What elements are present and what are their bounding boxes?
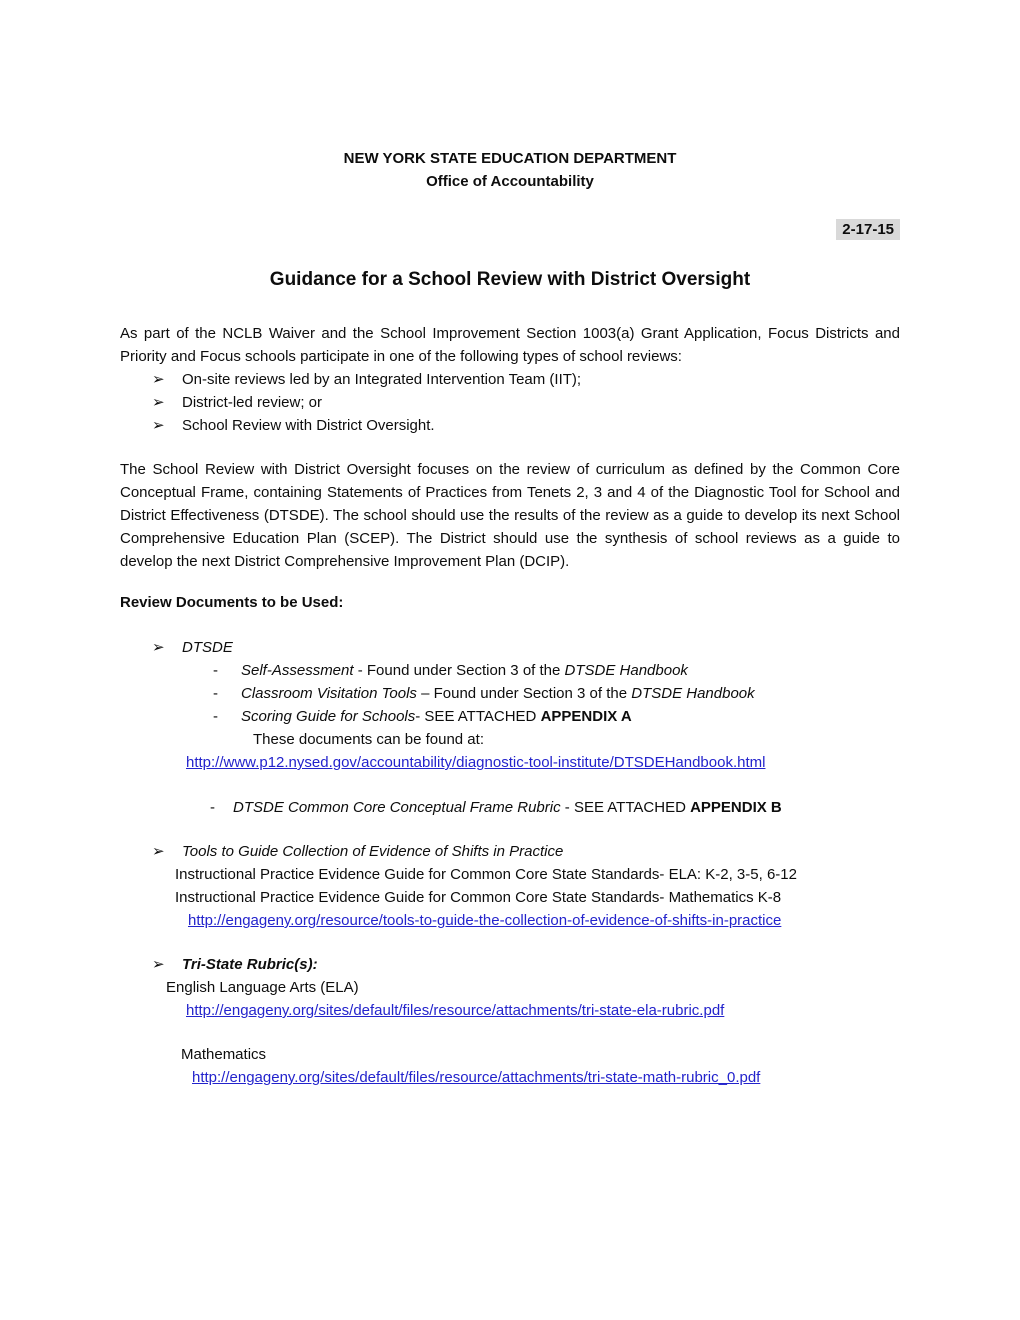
arrow-bullet-icon: ➢: [152, 956, 165, 973]
arrow-bullet-icon: ➢: [152, 417, 165, 434]
arrow-bullet-icon: ➢: [152, 639, 165, 656]
dtsde-subitem-scoring-guide: [120, 705, 900, 728]
overview-paragraph: The School Review with District Oversight focuses on the review of curriculum as defined by the Common Core Conceptual Frame, containing Statements of Practices from Tenets 2, 3 and 4 of the Diagnostic Tool for School and District Effectiveness (DTSDE). The school should use the results of the review as a guide to develop its next School Comprehensive Education Plan (SCEP). The District should use the synthesis of school reviews as a guide to develop the next District Comprehensive Improvement Plan (DCIP).: [120, 461, 900, 570]
arrow-bullet-icon: ➢: [152, 843, 165, 860]
tristate-bullet: [120, 953, 900, 976]
review-type-label: School Review with District Oversight.: [182, 417, 435, 434]
dash-bullet-icon: -: [213, 685, 218, 702]
dtsde-label: DTSDE: [182, 639, 233, 656]
office-name: Office of Accountability: [426, 173, 594, 190]
dash-bullet-icon: -: [213, 662, 218, 679]
appendix-b-ref: APPENDIX B: [690, 799, 782, 816]
arrow-bullet-icon: ➢: [152, 394, 165, 411]
doc-text: - SEE ATTACHED: [415, 708, 541, 725]
page-title: Guidance for a School Review with District Oversight: [269, 269, 751, 290]
doc-text: - Found under Section 3 of the: [353, 662, 565, 679]
doc-name: Scoring Guide for Schools: [241, 708, 416, 725]
dtsde-subitem-conceptual-frame-rubric: [120, 796, 900, 819]
review-type-item-district-led: [120, 391, 900, 414]
dash-bullet-icon: -: [210, 799, 215, 816]
date-row: [120, 218, 900, 241]
review-type-item-iit: [120, 368, 900, 391]
review-types-list: [120, 368, 900, 437]
dtsde-bullet: [120, 636, 900, 659]
arrow-bullet-icon: ➢: [152, 371, 165, 388]
doc-name: Self-Assessment: [241, 662, 354, 679]
tools-link[interactable]: http://engageny.org/resource/tools-to-guide-the-collection-of-evidence-of-shifts-in-practice: [188, 912, 782, 929]
tools-guide-math-line: Instructional Practice Evidence Guide for Common Core State Standards- Mathematics K-8: [175, 889, 782, 906]
doc-name: Classroom Visitation Tools: [241, 685, 417, 702]
tools-bullet: [120, 840, 900, 863]
ela-label: English Language Arts (ELA): [166, 979, 359, 996]
intro-paragraph: As part of the NCLB Waiver and the School Improvement Section 1003(a) Grant Application, Focus Districts and Priority and Focus schools participate in one of the following types of school reviews:: [120, 325, 900, 365]
math-label: Mathematics: [181, 1046, 267, 1063]
tri-state-ela-rubric-link[interactable]: http://engageny.org/sites/default/files/resource/attachments/tri-state-ela-rubric.pdf: [186, 1002, 725, 1019]
tri-state-math-rubric-link[interactable]: http://engageny.org/sites/default/files/resource/attachments/tri-state-math-rubric_0.pdf: [192, 1069, 761, 1086]
document-date: 2-17-15: [836, 219, 900, 240]
tools-link-row: [188, 909, 900, 932]
doc-name: DTSDE Common Core Conceptual Frame Rubric: [233, 799, 561, 816]
tools-label: Tools to Guide Collection of Evidence of Shifts in Practice: [182, 843, 564, 860]
section-heading: Review Documents to be Used:: [120, 594, 344, 611]
ela-link-row: [186, 999, 900, 1022]
appendix-a-ref: APPENDIX A: [540, 708, 632, 725]
tristate-label: Tri-State Rubric(s):: [182, 956, 318, 973]
doc-ref: DTSDE Handbook: [564, 662, 688, 679]
dtsde-subitem-classroom-visitation: [120, 682, 900, 705]
math-link-row: [192, 1066, 900, 1089]
review-type-item-district-oversight: [120, 414, 900, 437]
doc-ref: DTSDE Handbook: [631, 685, 755, 702]
review-type-label: District-led review; or: [182, 394, 323, 411]
dtsde-handbook-link[interactable]: http://www.p12.nysed.gov/accountability/diagnostic-tool-institute/DTSDEHandbook.html: [186, 754, 766, 771]
dash-bullet-icon: -: [213, 708, 218, 725]
org-name: NEW YORK STATE EDUCATION DEPARTMENT: [343, 150, 677, 167]
tools-guide-ela-line: Instructional Practice Evidence Guide for Common Core State Standards- ELA: K-2, 3-5, 6-12: [175, 866, 797, 883]
review-type-label: On-site reviews led by an Integrated Intervention Team (IIT);: [182, 371, 582, 388]
dtsde-handbook-link-row: [186, 751, 900, 774]
doc-text: - SEE ATTACHED: [560, 799, 691, 816]
doc-text: – Found under Section 3 of the: [416, 685, 632, 702]
found-at-note: These documents can be found at:: [253, 731, 484, 748]
dtsde-subitem-self-assessment: [120, 659, 900, 682]
